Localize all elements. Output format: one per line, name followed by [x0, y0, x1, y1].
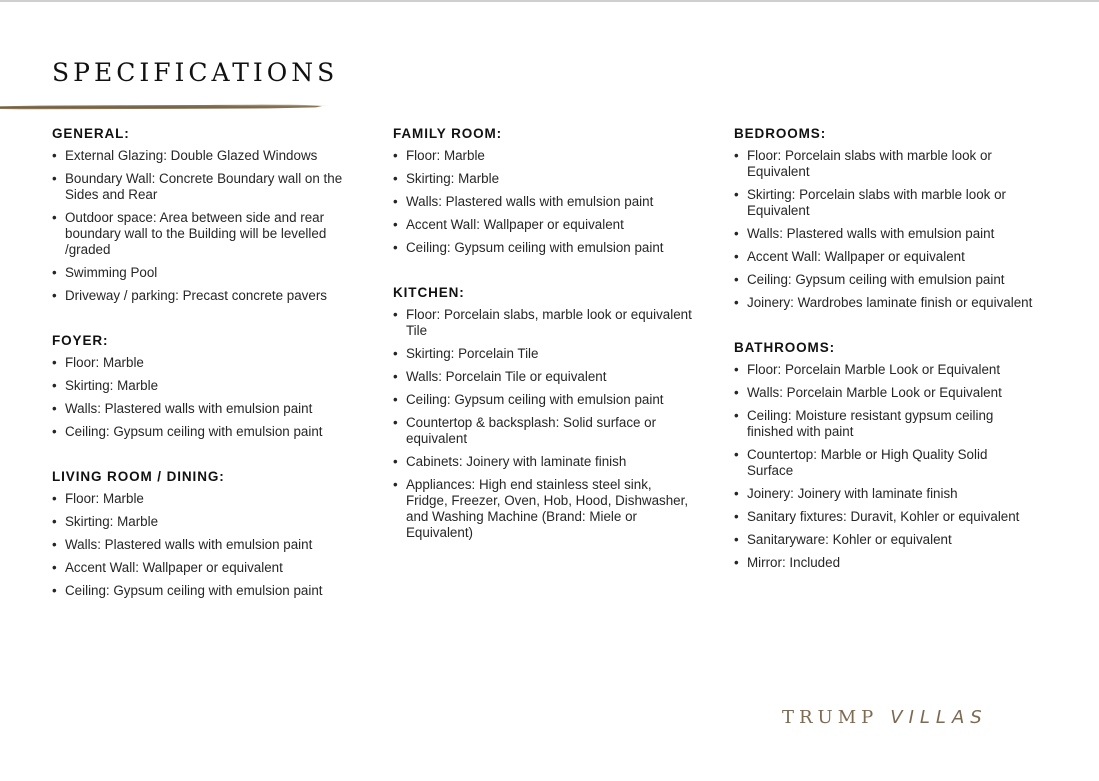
- spec-section: [393, 285, 693, 541]
- logo-word-villas: VILLAS: [890, 707, 988, 728]
- spec-list-item: [393, 148, 693, 164]
- spec-list-item: [52, 401, 352, 417]
- spec-item-text: Boundary Wall: Concrete Boundary wall on the Sides and Rear: [65, 171, 343, 202]
- spec-list-item: [52, 560, 352, 576]
- spec-list-item: [393, 477, 693, 541]
- spec-item-text: Sanitary fixtures: Duravit, Kohler or equivalent: [747, 509, 1020, 524]
- spec-list-item: [52, 171, 352, 203]
- spec-list: [52, 355, 352, 440]
- spec-item-text: Outdoor space: Area between side and rear boundary wall to the Building will be levelled /graded: [65, 210, 327, 257]
- spec-list-item: [734, 447, 1034, 479]
- spec-list-item: [393, 171, 693, 187]
- section-heading: FOYER:: [52, 333, 109, 348]
- spec-list-item: [52, 491, 352, 507]
- spec-item-text: Appliances: High end stainless steel sink, Fridge, Freezer, Oven, Hob, Hood, Dishwasher, and Washing Machine (Brand: Miele or Equivalent): [406, 477, 689, 540]
- spec-item-text: Ceiling: Moisture resistant gypsum ceiling finished with paint: [747, 408, 994, 439]
- spec-column-1: [52, 126, 352, 628]
- spec-list-item: [734, 272, 1034, 288]
- spec-list-item: [393, 240, 693, 256]
- section-heading: BATHROOMS:: [734, 340, 835, 355]
- spec-list-item: [52, 537, 352, 553]
- spec-item-text: Cabinets: Joinery with laminate finish: [406, 454, 627, 469]
- spec-list-item: [734, 249, 1034, 265]
- spec-item-text: External Glazing: Double Glazed Windows: [65, 148, 318, 163]
- spec-section: [393, 126, 693, 256]
- trump-villas-logo: [782, 707, 988, 728]
- spec-list-item: [52, 583, 352, 599]
- spec-list-item: [734, 385, 1034, 401]
- spec-list-item: [734, 295, 1034, 311]
- spec-item-text: Countertop: Marble or High Quality Solid Surface: [747, 447, 988, 478]
- spec-list: [393, 148, 693, 256]
- spec-list-item: [734, 226, 1034, 242]
- spec-list: [393, 307, 693, 541]
- top-divider: [0, 0, 1099, 2]
- spec-column-2: [393, 126, 693, 570]
- spec-item-text: Walls: Plastered walls with emulsion paint: [65, 537, 313, 552]
- spec-list: [734, 362, 1034, 571]
- spec-list-item: [734, 486, 1034, 502]
- spec-item-text: Floor: Porcelain slabs with marble look or Equivalent: [747, 148, 992, 179]
- spec-list-item: [734, 408, 1034, 440]
- page-title: SPECIFICATIONS: [52, 58, 339, 87]
- spec-item-text: Skirting: Marble: [65, 378, 159, 393]
- section-heading: LIVING ROOM / DINING:: [52, 469, 225, 484]
- spec-list-item: [52, 210, 352, 258]
- spec-item-text: Walls: Plastered walls with emulsion paint: [747, 226, 995, 241]
- spec-item-text: Accent Wall: Wallpaper or equivalent: [65, 560, 283, 575]
- spec-list-item: [52, 378, 352, 394]
- spec-item-text: Joinery: Joinery with laminate finish: [747, 486, 958, 501]
- spec-list: [52, 148, 352, 304]
- spec-item-text: Ceiling: Gypsum ceiling with emulsion paint: [747, 272, 1005, 287]
- spec-item-text: Ceiling: Gypsum ceiling with emulsion paint: [65, 424, 323, 439]
- spec-item-text: Floor: Porcelain Marble Look or Equivalent: [747, 362, 1001, 377]
- spec-section: [52, 126, 352, 304]
- spec-item-text: Accent Wall: Wallpaper or equivalent: [406, 217, 624, 232]
- spec-list-item: [734, 555, 1034, 571]
- spec-list-item: [734, 187, 1034, 219]
- spec-list-item: [52, 148, 352, 164]
- spec-item-text: Floor: Porcelain slabs, marble look or equivalent Tile: [406, 307, 692, 338]
- spec-item-text: Accent Wall: Wallpaper or equivalent: [747, 249, 965, 264]
- spec-item-text: Skirting: Porcelain Tile: [406, 346, 539, 361]
- spec-list: [52, 491, 352, 599]
- spec-list: [734, 148, 1034, 311]
- spec-list-item: [393, 194, 693, 210]
- spec-item-text: Walls: Porcelain Marble Look or Equivalent: [747, 385, 1002, 400]
- spec-list-item: [393, 307, 693, 339]
- spec-list-item: [393, 392, 693, 408]
- section-heading: GENERAL:: [52, 126, 130, 141]
- spec-list-item: [52, 514, 352, 530]
- spec-list-item: [52, 265, 352, 281]
- spec-list-item: [734, 509, 1034, 525]
- spec-item-text: Skirting: Porcelain slabs with marble look or Equivalent: [747, 187, 1006, 218]
- spec-section: [52, 469, 352, 599]
- spec-list-item: [734, 148, 1034, 180]
- spec-item-text: Floor: Marble: [65, 491, 144, 506]
- spec-section: [734, 126, 1034, 311]
- section-heading: BEDROOMS:: [734, 126, 827, 141]
- spec-list-item: [734, 362, 1034, 378]
- spec-item-text: Skirting: Marble: [65, 514, 159, 529]
- spec-item-text: Driveway / parking: Precast concrete pavers: [65, 288, 327, 303]
- spec-item-text: Ceiling: Gypsum ceiling with emulsion paint: [65, 583, 323, 598]
- spec-item-text: Countertop & backsplash: Solid surface or equivalent: [406, 415, 657, 446]
- spec-item-text: Ceiling: Gypsum ceiling with emulsion paint: [406, 240, 664, 255]
- spec-item-text: Skirting: Marble: [406, 171, 500, 186]
- spec-item-text: Floor: Marble: [406, 148, 485, 163]
- spec-list-item: [393, 454, 693, 470]
- logo-word-trump: TRUMP: [782, 707, 879, 728]
- spec-section: [734, 340, 1034, 571]
- spec-item-text: Floor: Marble: [65, 355, 144, 370]
- spec-list-item: [393, 369, 693, 385]
- spec-item-text: Swimming Pool: [65, 265, 158, 280]
- spec-list-item: [393, 346, 693, 362]
- spec-section: [52, 333, 352, 440]
- spec-list-item: [52, 288, 352, 304]
- spec-item-text: Sanitaryware: Kohler or equivalent: [747, 532, 952, 547]
- spec-list-item: [393, 415, 693, 447]
- spec-item-text: Ceiling: Gypsum ceiling with emulsion paint: [406, 392, 664, 407]
- section-heading: FAMILY ROOM:: [393, 126, 503, 141]
- spec-list-item: [734, 532, 1034, 548]
- spec-column-3: [734, 126, 1034, 600]
- spec-item-text: Mirror: Included: [747, 555, 841, 570]
- gold-brush-stroke: [0, 101, 330, 113]
- spec-item-text: Walls: Plastered walls with emulsion paint: [406, 194, 654, 209]
- section-heading: KITCHEN:: [393, 285, 465, 300]
- spec-list-item: [52, 355, 352, 371]
- spec-list-item: [52, 424, 352, 440]
- spec-item-text: Joinery: Wardrobes laminate finish or equivalent: [747, 295, 1033, 310]
- spec-list-item: [393, 217, 693, 233]
- spec-item-text: Walls: Porcelain Tile or equivalent: [406, 369, 607, 384]
- spec-item-text: Walls: Plastered walls with emulsion paint: [65, 401, 313, 416]
